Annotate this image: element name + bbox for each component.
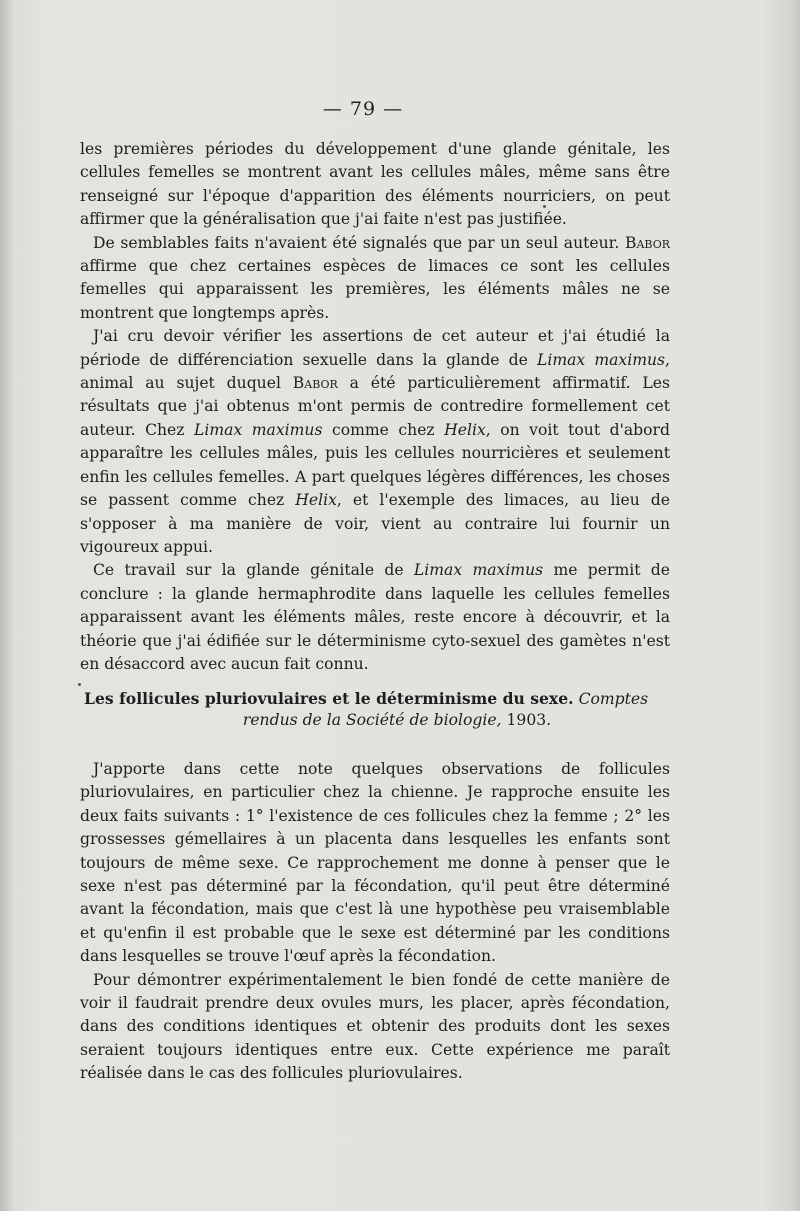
paragraph-6: Pour démontrer expérimentalement le bien fondé de cette manière de voir il faudrait prendre deux ovules murs, les placer, après fécondation, dans des conditions identiques et obtenir des produits dont les sexes seraient toujours identiques entre eux. Cette expérience me paraît réalisée dans le cas des follicules pluriovulaires. <box>80 970 670 1083</box>
paragraph-1: les premières périodes du développement d'une glande génitale, les cellules femelles se montrent avant les cellules mâles, même sans être renseigné sur l'époque d'apparition des éléments nourriciers, on peut affirmer que la généralisation que j'ai faite n'est pas justifiée. <box>80 140 670 229</box>
paragraph-4-text-2: me permit de conclure : la glande hermaphrodite dans laquelle les cellules femelles apparaissent avant les éléments mâles, reste encore à découvrir, et la théorie que j'ai édifiée sur le déterminisme cyto-sexuel des gamètes n'est en désaccord avec aucun fait connu. <box>80 561 670 673</box>
page-number: — 79 — <box>322 98 404 120</box>
citation-start: Comptes <box>578 690 649 708</box>
paragraph-3-text-5: , on voit tout d'abord apparaître les cellules mâles, puis les cellules nourricières et seulement enfin les cellules femelles. A part quelques légères différences, les choses se passent comme chez <box>80 420 670 510</box>
species-name: Limax maximus <box>413 561 544 580</box>
paragraph-3 <box>80 325 670 559</box>
species-name: Helix <box>444 420 486 439</box>
heading-line-2 <box>84 710 670 731</box>
section-title: Les follicules pluriovulaires et le déterminisme du sexe. <box>84 689 574 708</box>
paragraph-2 <box>80 232 670 326</box>
section-heading <box>84 688 670 731</box>
paragraph-2-text-a: De semblables faits n'avaient été signalés que par un seul auteur. <box>93 233 625 252</box>
paragraph-5: J'apporte dans cette note quelques observations de follicules pluriovulaires, en particulier chez la chienne. Je rapproche ensuite les deux faits suivants : 1° l'existence de ces follicules chez la femme ; 2° les grossesses gémellaires à un placenta dans lesquelles les enfants sont toujours de même sexe. Ce rapprochement me donne à penser que le sexe n'est pas déterminé par la fécondation, qu'il peut être déterminé avant la fécondation, mais que c'est là une hypothèse peu vraisemblable et qu'enfin il est probable que le sexe est déterminé par les conditions dans lesquelles se trouve l'œuf après la fécondation. <box>80 760 670 966</box>
author-name: Babor <box>625 233 670 252</box>
paragraph-3-text-2: , animal au sujet duquel <box>80 350 670 393</box>
paragraph-4 <box>80 559 670 676</box>
species-name: Helix <box>295 491 337 510</box>
paragraph-3-text-3: a été particulièrement affirmatif. Les résultats que j'ai obtenus m'ont permis de contredire formellement cet auteur. Chez <box>80 374 670 439</box>
body-text-section-1 <box>80 138 670 676</box>
paragraph-4-text-1: Ce travail sur la glande génitale de <box>93 561 414 580</box>
paragraph-3-text-6: , et l'exemple des limaces, au lieu de s'opposer à ma manière de voir, vient au contraire lui fournir un vigoureux appui. <box>80 491 670 556</box>
species-name: Limax maximus <box>194 420 323 439</box>
heading-line-1 <box>84 688 670 710</box>
species-name: Limax maximus <box>536 350 666 369</box>
body-text-section-2 <box>80 758 670 1086</box>
paragraph-3-text-1: J'ai cru devoir vérifier les assertions de cet auteur et j'ai étudié la période de différenciation sexuelle dans la glande de <box>80 327 670 369</box>
paragraph-3-text-4: comme chez <box>322 420 445 439</box>
author-name: Babor <box>292 374 338 393</box>
citation-year: 1903. <box>506 711 552 729</box>
paragraph-2-text-b: affirme que chez certaines espèces de limaces ce sont les cellules femelles qui apparaissent les premières, les éléments mâles ne se montrent que longtemps après. <box>80 257 670 322</box>
print-speck <box>78 683 81 686</box>
citation-source: rendus de la Société de biologie, <box>242 711 502 729</box>
print-speck <box>543 205 546 208</box>
